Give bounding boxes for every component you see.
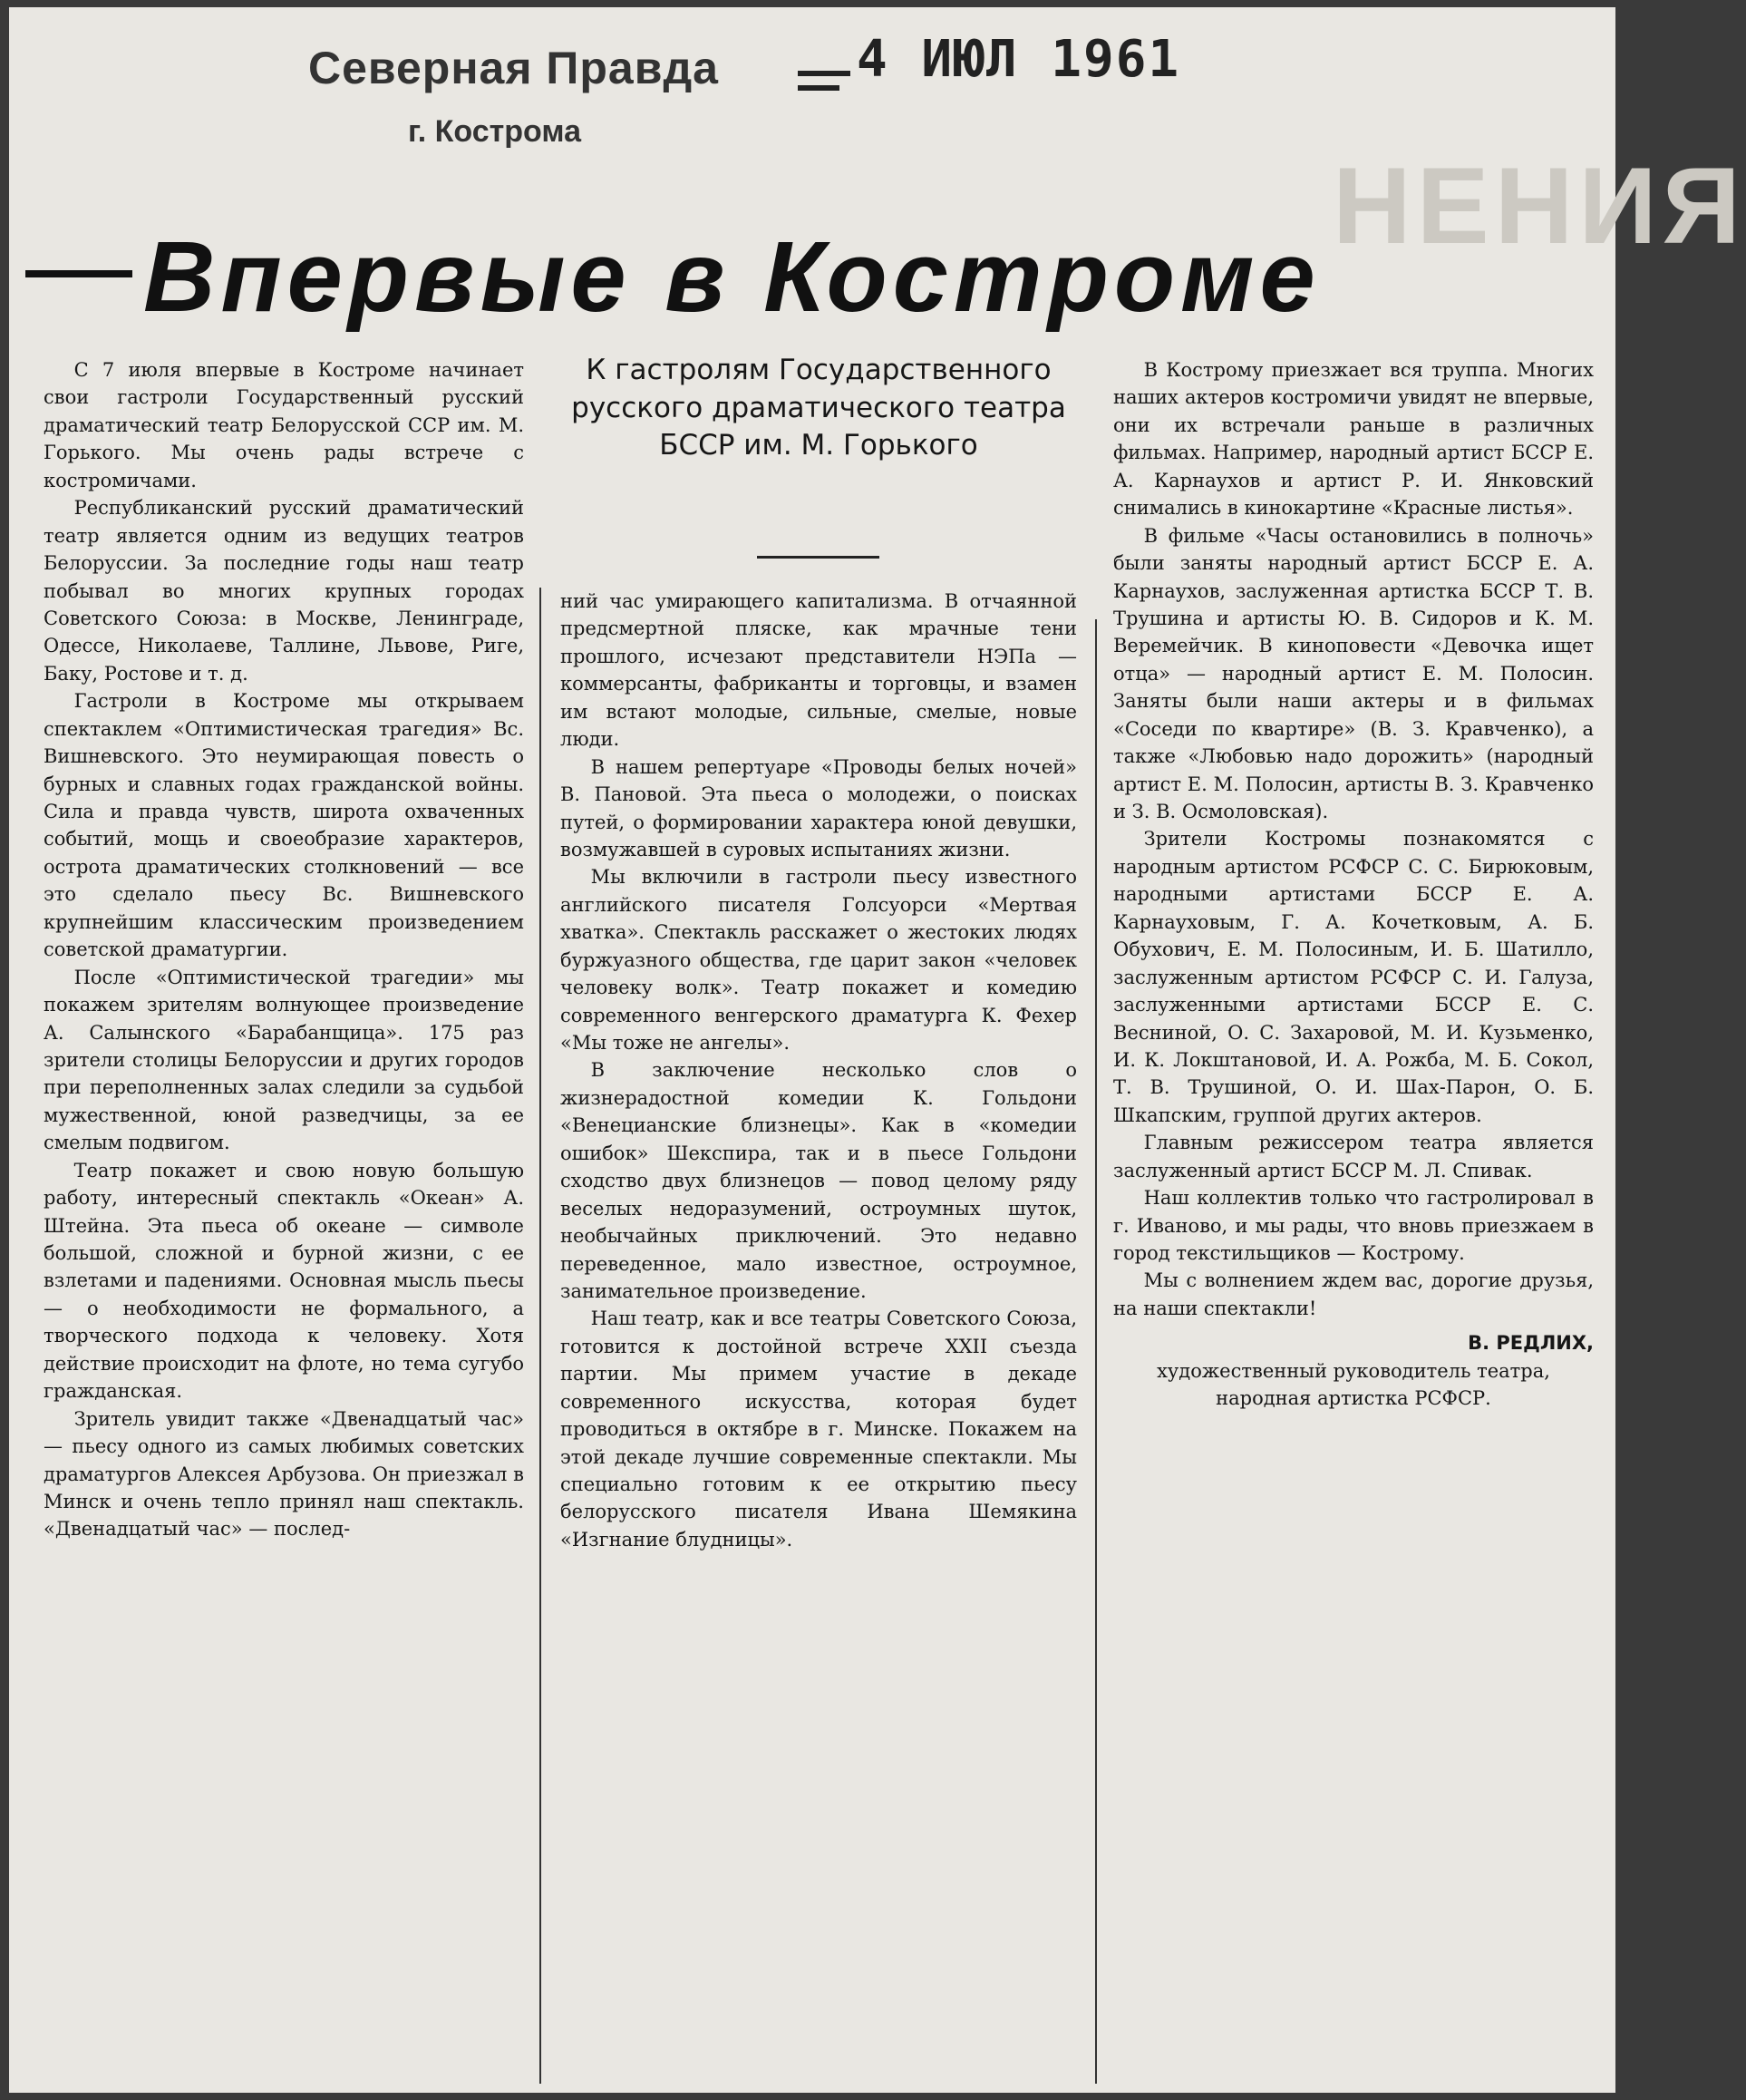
author-title: художественный руководитель театра, народная артистка РСФСР. (1157, 1359, 1550, 1410)
date-stamp: 4 ИЮЛ 1961 (857, 30, 1181, 89)
newspaper-masthead: Северная Правда (308, 43, 719, 93)
paragraph: Зрители Костромы познакомятся с народным артистом РСФСР С. С. Бирюковым, народными артистами БССР Е. А. Карнауховым, Г. А. Кочетковым, А. Б. Обухович, Е. М. Полосиным, И. Б. Шатилло, заслуженным артистом РСФСР С. И. Галуза, заслуженными артистами БССР Е. С. Весниной, О. С. Захаровой, М. И. Кузьменко, И. К. Локштановой, И. А. Рожба, М. Б. Сокол, Т. В. Трушиной, О. И. Шах-Парон, О. Б. Шкапским, группой других актеров. (1113, 828, 1594, 1126)
paragraph: Мы включили в гастроли пьесу известного английского писателя Голсуорси «Мертвая хватка». Спектакль расскажет о жестоких людях буржуазного общества, где царит закон «человек человеку волк». Театр покажет и комедию современного венгерского драматурга К. Фехер «Мы тоже не ангелы». (560, 866, 1077, 1054)
paragraph: После «Оптимистической трагедии» мы покажем зрителям волнующее произведение А. Салынского «Барабанщица». 175 раз зрители столицы Белоруссии и других городов при переполненных залах следили за судьбой мужественной, юной разведчицы, за ее смелым подвигом. (44, 966, 524, 1154)
stamp-dash-icon (798, 85, 839, 91)
headline-dash (25, 270, 132, 277)
article-column-1 (44, 356, 524, 2093)
newspaper-clipping (9, 7, 1746, 2093)
column-divider (539, 588, 541, 2084)
stamp-dash-icon (798, 71, 850, 76)
paragraph: В Кострому приезжает вся труппа. Многих наших актеров костромичи увидят не впервые, они их встречали раньше в различных фильмах. Например, народный артист БССР Е. А. Карнаухов и артист Р. И. Янковский снимались в кинокартине «Красные листья». (1113, 359, 1594, 520)
paragraph: Республиканский русский драматический театр является одним из ведущих театров Белоруссии. За последние годы наш театр побывал во многих крупных городах Советского Союза: в Москве, Ленинграде, Одессе, Николаеве, Таллине, Львове, Риге, Баку, Ростове и т. д. (44, 497, 524, 685)
bleed-through-text: НЕНИЯ (1333, 145, 1746, 267)
article-column-2 (560, 588, 1077, 2093)
paragraph: В фильме «Часы остановились в полночь» были заняты народный артист БССР Е. А. Карнаухов, заслуженная артистка БССР Т. В. Трушина и артисты Ю. В. Сидоров и К. М. Веремейчик. В киноповести «Девочка ищет отца» — народный артист Е. М. Полосин. Заняты были наши актеры и в фильмах «Соседи по квартире» (В. З. Кравченко), а также «Любовью надо дорожить» (народный артист Е. М. Полосин, артисты В. З. Кравченко и З. В. Осмоловская). (1113, 524, 1594, 822)
article-headline: Впервые в Костроме (143, 221, 1321, 333)
paragraph: Театр покажет и свою новую большую работу, интересный спектакль «Океан» А. Штейна. Эта пьеса об океане — символе большой, сложной и бурной жизни, с ее взлетами и падениями. Основная мысль пьесы — о необходимости не формального, а творческого подхода к человеку. Хотя действие происходит на флоте, но тема сугубо гражданская. (44, 1159, 524, 1403)
paragraph: Зритель увидит также «Двенадцатый час» — пьесу одного из самых любимых советских драматургов Алексея Арбузова. Он приезжал в Минск и очень тепло принял наш спектакль. «Двенадцатый час» — послед- (44, 1407, 524, 1541)
paragraph: С 7 июля впервые в Костроме начинает свои гастроли Государственный русский драматический театр Белорусской ССР им. М. Горького. Мы очень рады встрече с костромичами. (44, 359, 524, 491)
article-column-3 (1113, 356, 1594, 2093)
paragraph: Наш коллектив только что гастролировал в г. Иваново, и мы рады, что вновь приезжаем в город текстильщиков — Кострому. (1113, 1187, 1594, 1264)
newspaper-city: г. Кострома (408, 114, 581, 149)
author-name: В. РЕДЛИХ, (1468, 1332, 1594, 1355)
paragraph: Наш театр, как и все театры Советского Союза, готовится к достойной встрече XXII съезда партии. Мы примем участие в декаде современного искусства, которая будет проводиться в октябре в г. Минске. Покажем на этой декаде лучшие современные спектакли. Мы специально готовим к ее открытию пьесу белорусского писателя Ивана Шемякина «Изгнание блудницы». (560, 1308, 1077, 1551)
paragraph: В заключение несколько слов о жизнерадостной комедии К. Гольдони «Венецианские близнецы». Как в «комедии ошибок» Шекспира, так и в пьесе Гольдони сходство двух близнецов — повод целому ряду веселых недоразумений, остроумных шуток, необычайных приключений. Это недавно переведенное, мало известное, остроумное, занимательное произведение. (560, 1059, 1077, 1302)
paragraph: Мы с волнением ждем вас, дорогие друзья, на наши спектакли! (1113, 1269, 1594, 1319)
kicker-rule (757, 556, 879, 559)
paragraph: В нашем репертуаре «Проводы белых ночей» В. Пановой. Эта пьеса о молодежи, о поисках путей, о формировании характера юной девушки, возмужавшей в суровых испытаниях жизни. (560, 755, 1077, 860)
article-kicker: К гастролям Государственного русского драматического театра БССР им. М. Горького (571, 354, 1066, 462)
column-divider (1095, 619, 1097, 2084)
paragraph: ний час умирающего капитализма. В отчаянной предсмертной пляске, как мрачные тени прошлого, исчезают представители НЭПа — коммерсанты, фабриканты и торговцы, и взамен им встают молодые, сильные, смелые, новые люди. (560, 590, 1077, 751)
paragraph: Гастроли в Костроме мы открываем спектаклем «Оптимистическая трагедия» Вс. Вишневского. Это неумирающая повесть о бурных и славных годах гражданской войны. Сила и правда чувств, широта охваченных событий, мощь и своеобразие характеров, острота драматических столкновений — все это сделало пьесу Вс. Вишневского крупнейшим классическим произведением советской драматургии. (44, 690, 524, 961)
paragraph: Главным режиссером театра является заслуженный артист БССР М. Л. Спивак. (1113, 1132, 1594, 1181)
